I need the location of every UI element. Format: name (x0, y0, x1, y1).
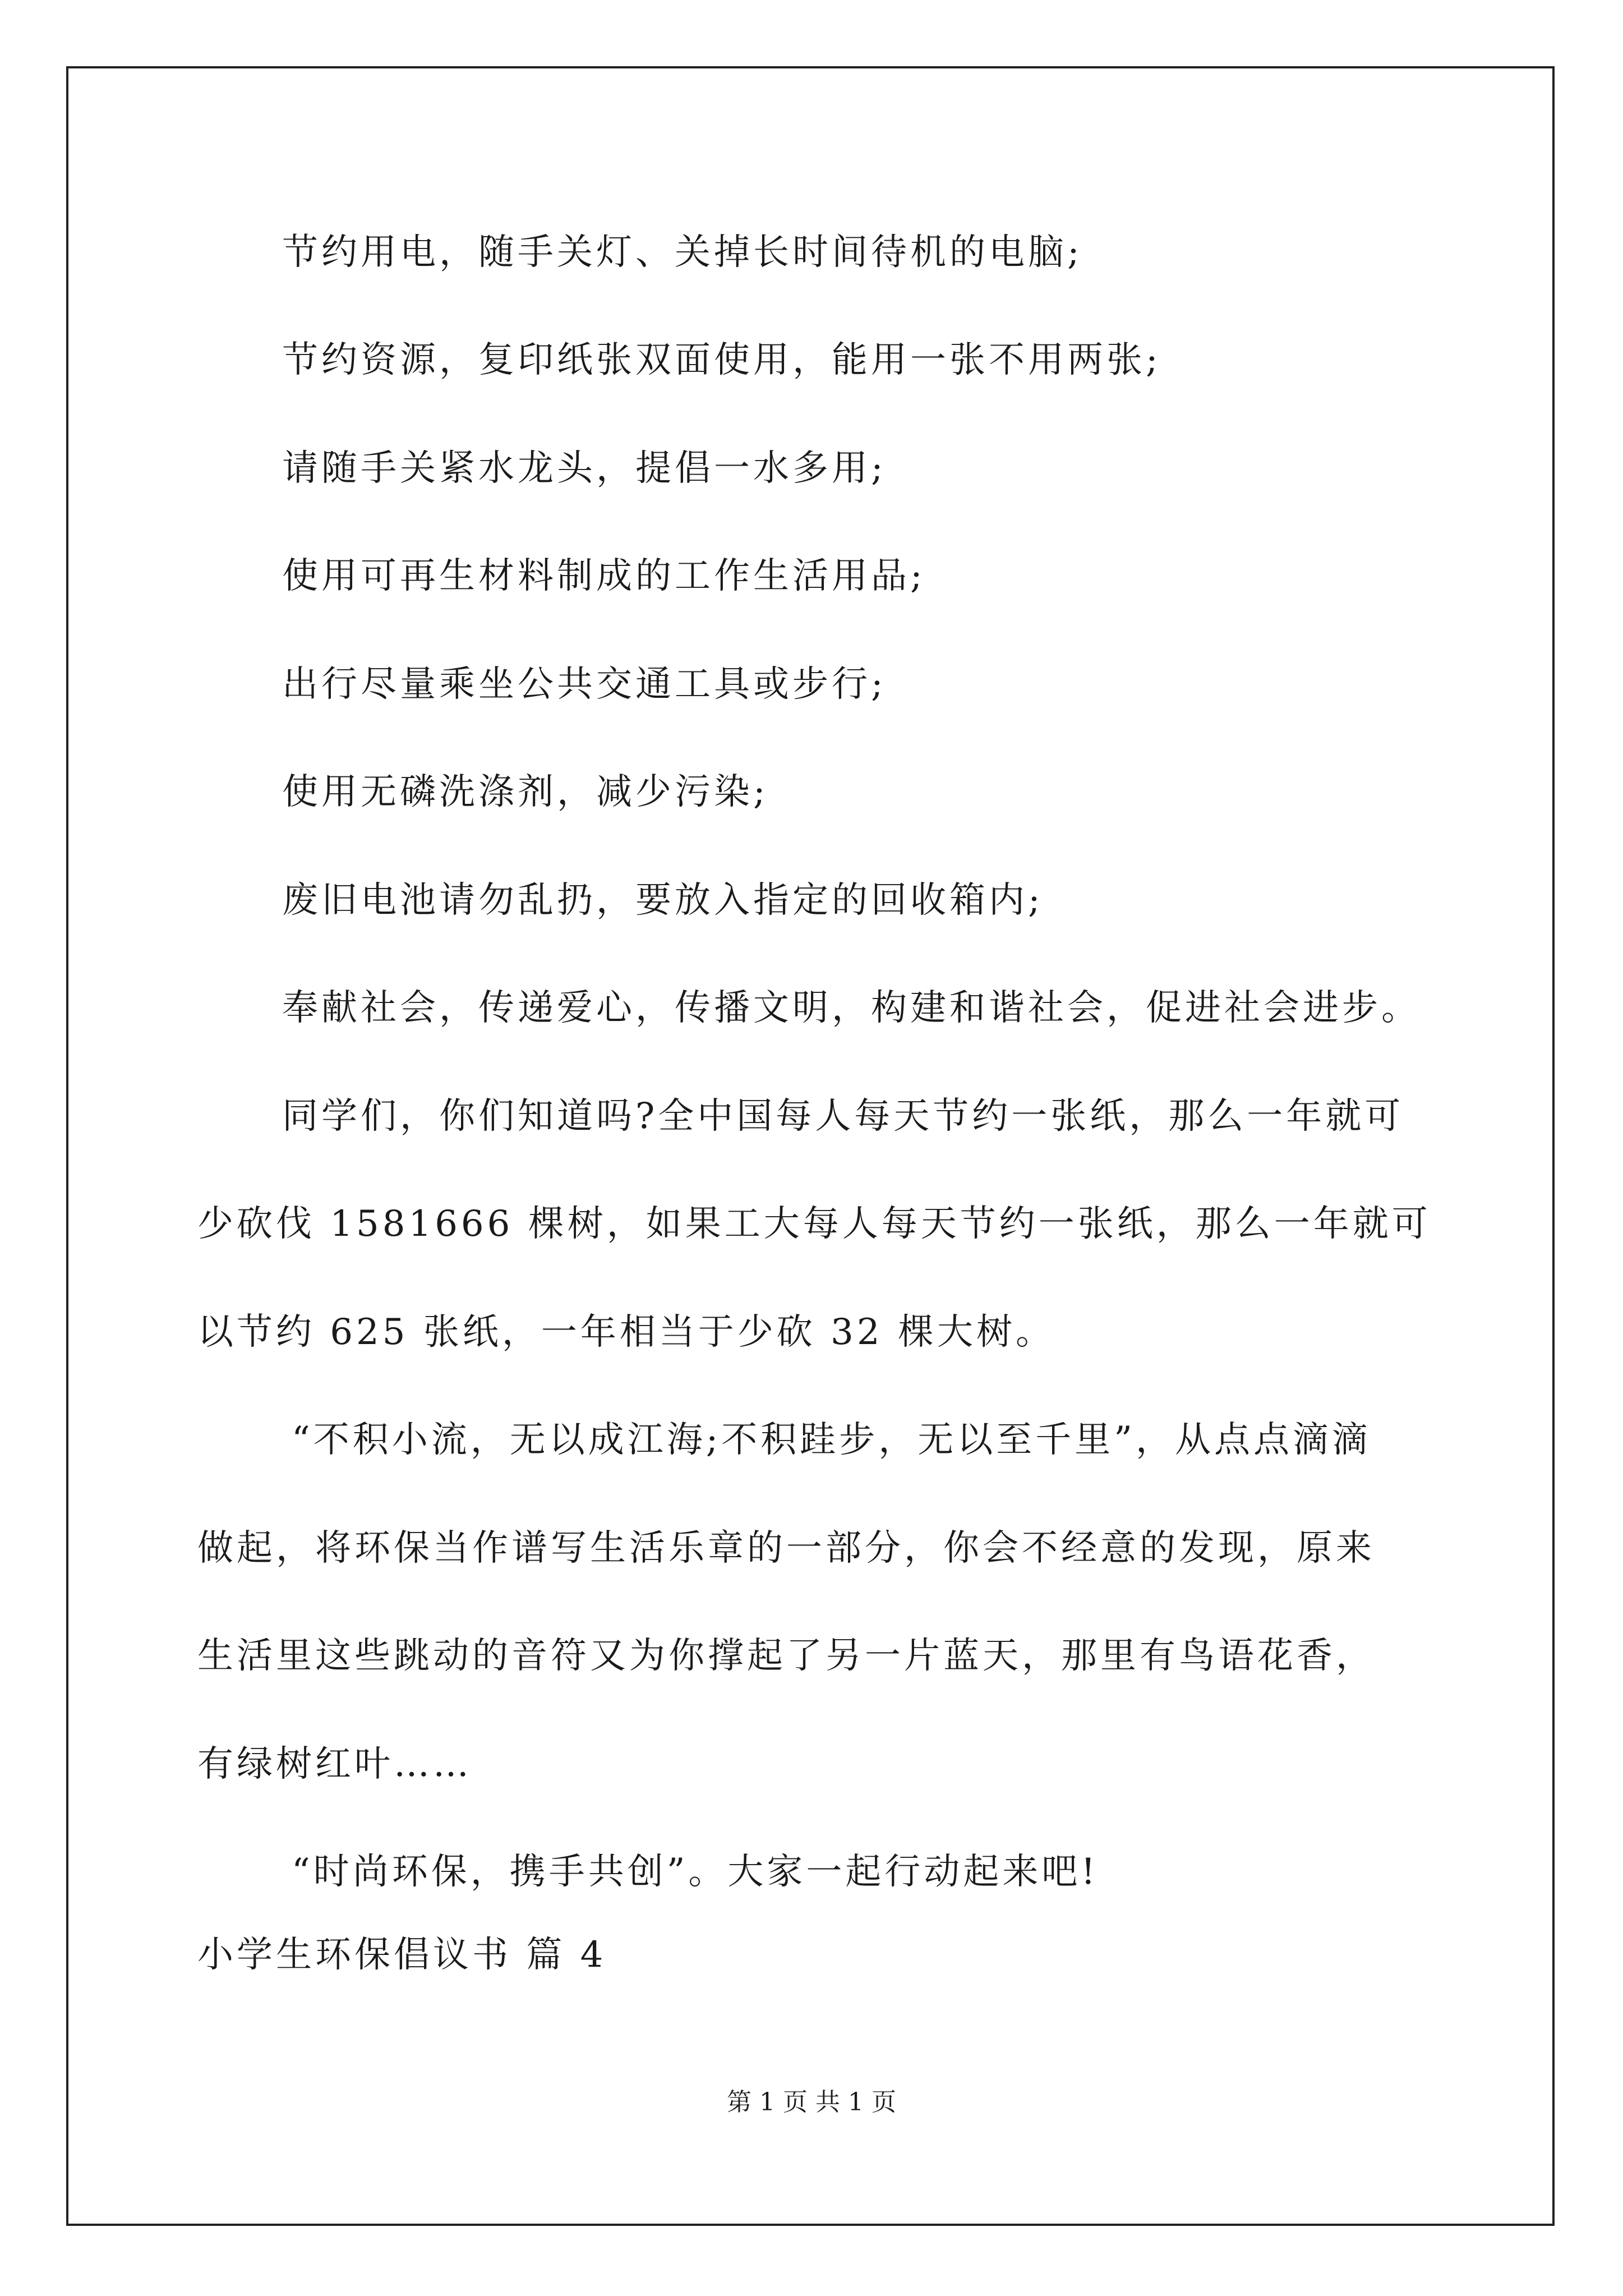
list-item: 节约用电，随手关灯、关掉长时间待机的电脑; (282, 232, 1083, 273)
closing-line: “时尚环保，携手共创”。大家一起行动起来吧! (292, 1851, 1099, 1893)
list-item: 奉献社会，传递爱心，传播文明，构建和谐社会，促进社会进步。 (282, 987, 1421, 1029)
page-border (66, 66, 1555, 2226)
paragraph-line: 生活里这些跳动的音符又为你撑起了另一片蓝天，那里有鸟语花香， (197, 1635, 1375, 1677)
list-item: 请随手关紧水龙头，提倡一水多用; (282, 448, 887, 489)
paragraph-line: 少砍伐 1581666 棵树，如果工大每人每天节约一张纸，那么一年就可 (197, 1203, 1431, 1245)
list-item: 出行尽量乘坐公共交通工具或步行; (282, 664, 887, 705)
section-heading: 小学生环保倡议书 篇 4 (197, 1934, 607, 1976)
page-footer: 第 1 页 共 1 页 (727, 2088, 896, 2116)
list-item: 使用无磷洗涤剂，减少污染; (282, 771, 769, 813)
paragraph-line: 以节约 625 张纸，一年相当于少砍 32 棵大树。 (197, 1312, 1055, 1353)
list-item: 废旧电池请勿乱扔，要放入指定的回收箱内; (282, 880, 1044, 921)
list-item: 节约资源，复印纸张双面使用，能用一张不用两张; (282, 339, 1161, 381)
paragraph-line: “不积小流，无以成江海;不积跬步，无以至千里”，从点点滴滴 (292, 1419, 1371, 1461)
paragraph-line: 同学们，你们知道吗?全中国每人每天节约一张纸，那么一年就可 (282, 1096, 1404, 1137)
paragraph-line: 有绿树红叶…… (197, 1743, 472, 1785)
list-item: 使用可再生材料制成的工作生活用品; (282, 555, 926, 597)
paragraph-line: 做起，将环保当作谱写生活乐章的一部分，你会不经意的发现，原来 (197, 1527, 1375, 1569)
